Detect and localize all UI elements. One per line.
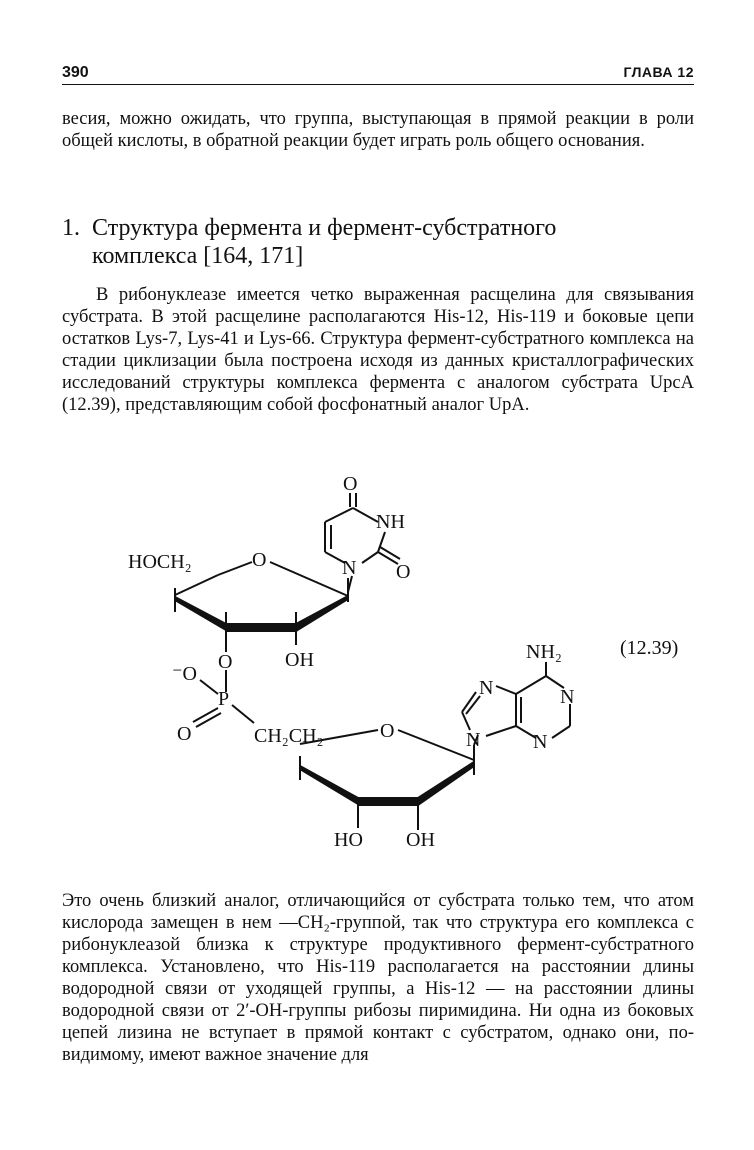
ad-n1: N [560,686,575,708]
nh2: NH₂ [526,641,562,663]
ad-n3: N [533,731,548,753]
o-double: O [177,723,192,745]
section-title-line2: комплекса [164, 171] [92,243,304,269]
section-number: 1. [62,215,80,241]
hoch2: HOCH₂ [128,551,192,573]
uracil-o-top: O [343,473,358,495]
ad-n7: N [479,677,494,699]
bonds [175,493,570,830]
paragraph-1: весия, можно ожидать, что группа, выступающая в прямой реакции в роли общей кислоты, в обратной реакции будет играть роль общего основания. [62,109,694,151]
paragraph-3: Это очень близкий аналог, отличающийся от субстрата только тем, что атом кислорода замещен в нем —CH₂-группой, так что структура его комплекса с рибонуклеазой близка к структуре продуктивного фермент-субстратного комплекса. Установлено, что His-119 располагается на расстоянии длины водородной связи от уходящей группы, а His-12 — на расстоянии длины водородной связи от 2′-OH-группы рибозы пиримидина. Ни одна из боковых цепей лизина не вступает в прямой контакт с субстратом, однако они, по-видимому, имеют важное значение для [62,891,694,1065]
oh2-label: OH [406,829,435,851]
equation-label: (12.39) [620,637,679,659]
ch2ch2: CH₂CH₂ [254,725,324,747]
ribose2-o: O [380,720,395,742]
uracil-n: N [342,557,357,579]
paragraph-2: В рибонуклеазе имеется четко выраженная расщелина для связывания субстрата. В этой расщелине располагаются His-12, His-119 и боковые цепи остатков Lys-7, Lys-41 и Lys-66. Структура фермент-субстратного комплекса на стадии циклизации была построена исходя из данных кристаллографических исследований структуры комплекса фермента с аналогом субстрата UpcA (12.39), представляющим собой фосфонатный аналог UpA. [62,285,694,415]
chapter-title: ГЛАВА 12 [623,64,694,80]
page-number: 390 [62,64,89,81]
page-header [62,62,694,85]
ho-label: HO [334,829,363,851]
section-heading [62,214,694,270]
uracil-o-right: O [396,561,411,583]
p-label: P [218,688,230,710]
upca-structure-figure [0,460,754,870]
ad-n9: N [466,729,481,751]
o-minus: ⁻O [172,663,197,685]
oh1-label: OH [285,649,314,671]
o3-label: O [218,651,233,673]
ribose1-o: O [252,549,267,571]
uracil-nh: NH [376,511,405,533]
section-title-line1: Структура фермента и фермент-субстратного [92,215,557,241]
